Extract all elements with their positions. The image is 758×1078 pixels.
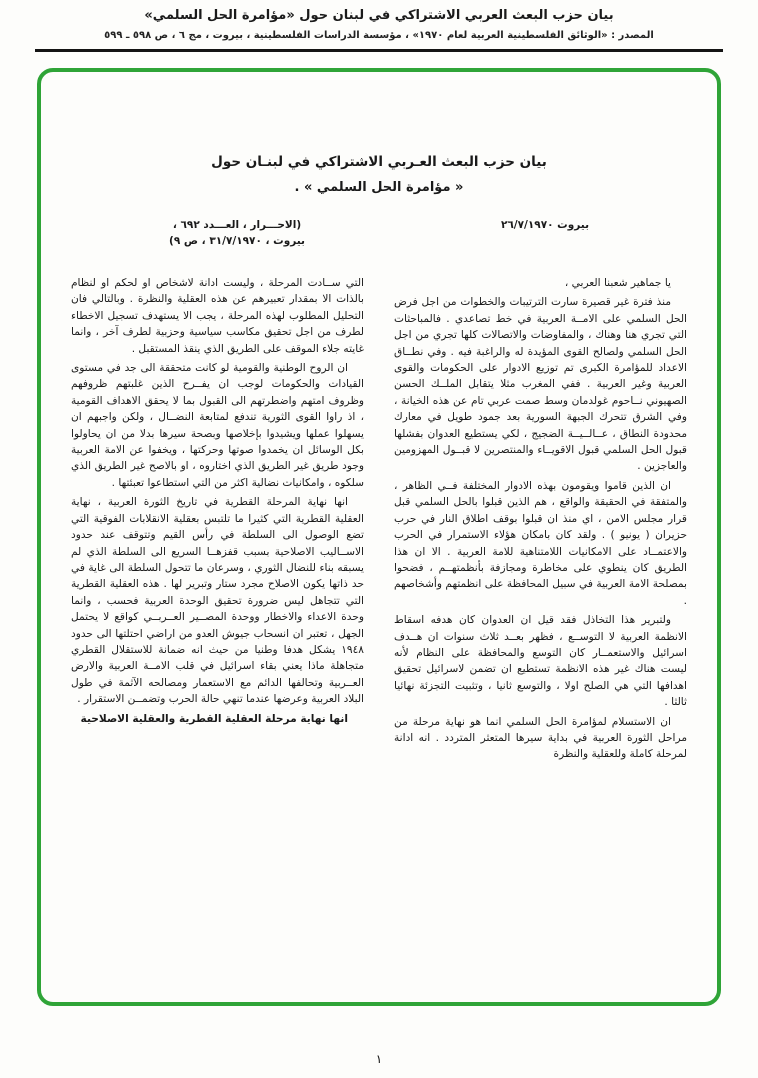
paragraph: يا جماهير شعبنا العربي ،	[564, 277, 671, 289]
paragraph: ان الذين قاموا ويقومون بهذه الادوار المختلفة فــي الظاهر ، والمتفقة في الحقيقة والواقع ، هم الذين قبلوا بالحل السلمي قبل قرار مجلس الامن ، اي منذ ان قبلوا بوقف اطلاق النار في حرب حزيران ( يونيو ) . ولقد كان بامكان هؤلاء الاستمرار في الحرب والاعتمــاد على الامكانيات اللامتناهية للامة العربية . الا ان هذا الطريق كان ينطوي على مخاطرة ومجازفة بأنظمتهــم ، فضحوا بمصلحة الامة العربية في سبيل المحافظة على انظمتهم وأشخاصهم .	[394, 479, 687, 607]
paragraph: ان الروح الوطنية والقومية لو كانت متحققة الى جد في مستوى القيادات والحكومات لوجب ان يفــرح الذين غلبتهم ظروفهم وظروف امتهم واضطرتهم الى القبول بما لا يحقق الاهداف القومية ، اذ راوا القوى الثورية تندفع لمتابعة النضــال ، ولكن واجبهم ان يسهلوا عملها ويشيدوا بإخلاصها وبصحة سيرها بدلا من ان يحاولوا بكل الوسائل ان يخمدوا صوتها وحركتها ، ويخفوا عن الامة العربية وجود طريق غير الطريق الذي اختاروه ، او بالاصح غير الطريق الذي سلكوه ، وامكانيات نضالية اكثر من التي استطاعوا تعبئتها .	[71, 362, 364, 489]
paragraph: ان الاستسلام لمؤامرة الحل السلمي انما هو نهاية مرحلة من مراحل الثورة العربية في بداية سيرها المتعثر المتردد . انه ادانة لمرحلة كاملة وللعقلية والنظرة	[394, 715, 687, 761]
header-title: بيان حزب البعث العربي الاشتراكي في لبنان حول «مؤامرة الحل السلمي»	[144, 8, 614, 23]
paragraph: منذ فترة غير قصيرة سارت الترتيبات والخطوات من اجل فرض الحل السلمي على الامــة العربية في خط تصاعدي . فالمباحثات التي تجري هنا وهناك ، والمفاوضات والاتصالات كلها تجري من اجل الحل السلمي ولصالح القوى المؤيدة له والراغبة فيه . وفي نطــاق الاعداد للمؤامرة الكبرى تم توزيع الادوار على الحكومات والقوى العربية وغير العربية . ففي المغرب مثلا يتقابل الملــك الحسن الصهيوني نــاحوم غولدمان وسط صمت عربي تام عن هذه الخيانة ، وفي الشرق تتحرك الجبهة السورية بعد جمود طويل في معارك محدودة النطاق ، عــالــيــة الضجيج ، لكي يستطيع العدوان بفشلها قبول الحل السلمي قبول الاقويــاء والمنتصرين لا قبــول المهزومين والعاجزين .	[394, 296, 687, 473]
citation-line-2: بيروت ، ٣١/٧/١٩٧٠ ، ص ٩)	[169, 235, 305, 247]
document-frame	[37, 68, 721, 1006]
document-subtitle: « مؤامرة الحل السلمي » .	[294, 180, 464, 195]
paragraph: انها نهاية المرحلة القطرية في تاريخ الثورة العربية ، نهاية العقلية القطرية التي كثيرا ما تلتبس بعقلية الانقلابات الفوقية التي تضع الوصول الى السلطة في رأس القيم وتتوقف عند حدود الاســاليب الاصلاحية بسبب قفزهــا السريع الى السلطة الذي لم يسبقه بناء للنضال الثوري ، وسرعان ما تتحول السلطة الى غاية في حد ذاتها يكون الاصلاح مجرد ستار وتبرير لها . هذه العقلية القطرية التي تتجاهل ليس ضرورة تحقيق الوحدة العربية فحسب ، وانما وحدة الاعداء والاخطار ووحدة المصــير العــربــي كواقع لا يحتمل الجهل ، تعتبر ان انسحاب جيوش العدو من اراضي احتلتها الى حدود ١٩٤٨ يشكل هدفا وطنيا من حيث انه ضمانة للاستقلال القطري متجاهلة ماذا يعني بقاء اسرائيل في قلب الامــة العربية والارض العــربية وتحالفها الدائم مع الاستعمار ومصالحه الآثمة في طول البلاد العربية وعرضها عندما تنهي حالة الحرب وتضمــن الاستقرار .	[71, 496, 364, 706]
header-source: المصدر : «الوثائق الفلسطينية العربية لعام ١٩٧٠» ، مؤسسة الدراسات الفلسطينية ، بيروت ، مج ٦ ، ص ٥٩٨ ـ ٥٩٩	[104, 30, 654, 41]
citation	[169, 217, 305, 249]
dateline: بيروت ٢٦/٧/١٩٧٠	[500, 219, 590, 231]
paragraph: التي ســادت المرحلة ، وليست ادانة لاشخاص او لحكم او لنظام بالذات الا بمقدار تعبيرهم عن هذه العقلية والنظرة . وبالتالي فان التحليل المطلوب لهذه المرحلة ، يجب الا يستهدف تسجيل الاخطاء لطرف من اجل تحقيق مكاسب سياسية وحزبية لطرف آخر ، وانما غايته جلاء الموقف على الطريق الذي ينقذ المستقبل .	[71, 277, 364, 355]
citation-line-1: (الاحـــرار ، العـــدد ٦٩٢ ،	[172, 219, 302, 231]
column-right	[394, 275, 687, 766]
page-header	[0, 0, 758, 52]
paragraph: ولتبرير هذا التخاذل فقد قيل ان العدوان كان هدفه اسقاط الانظمة العربية لا التوســع ، فظهر بعــد ثلاث سنوات ان هــدف اسرائيل والاستعمــار كان التوسع والمحافظة على النظام لأنه ليست هناك غير هذه الانظمة تستطيع ان تضمن لاسرائيل تحقيق اهدافها التي هي الصلح اولا ، والتوسع ثانيا ، وتثبيت التجزئة نهائيا ثالثا .	[394, 614, 687, 709]
column-left	[71, 275, 364, 766]
header-divider	[35, 49, 723, 52]
document-title: بيان حزب البعث العـربي الاشتراكي في لبنـان حول	[211, 154, 547, 170]
document-meta	[71, 217, 687, 249]
document-body	[71, 275, 687, 766]
page-number: ١	[375, 1052, 383, 1066]
paragraph: انها نهاية مرحلة العقلية القطرية والعقلية الاصلاحية	[80, 712, 348, 725]
